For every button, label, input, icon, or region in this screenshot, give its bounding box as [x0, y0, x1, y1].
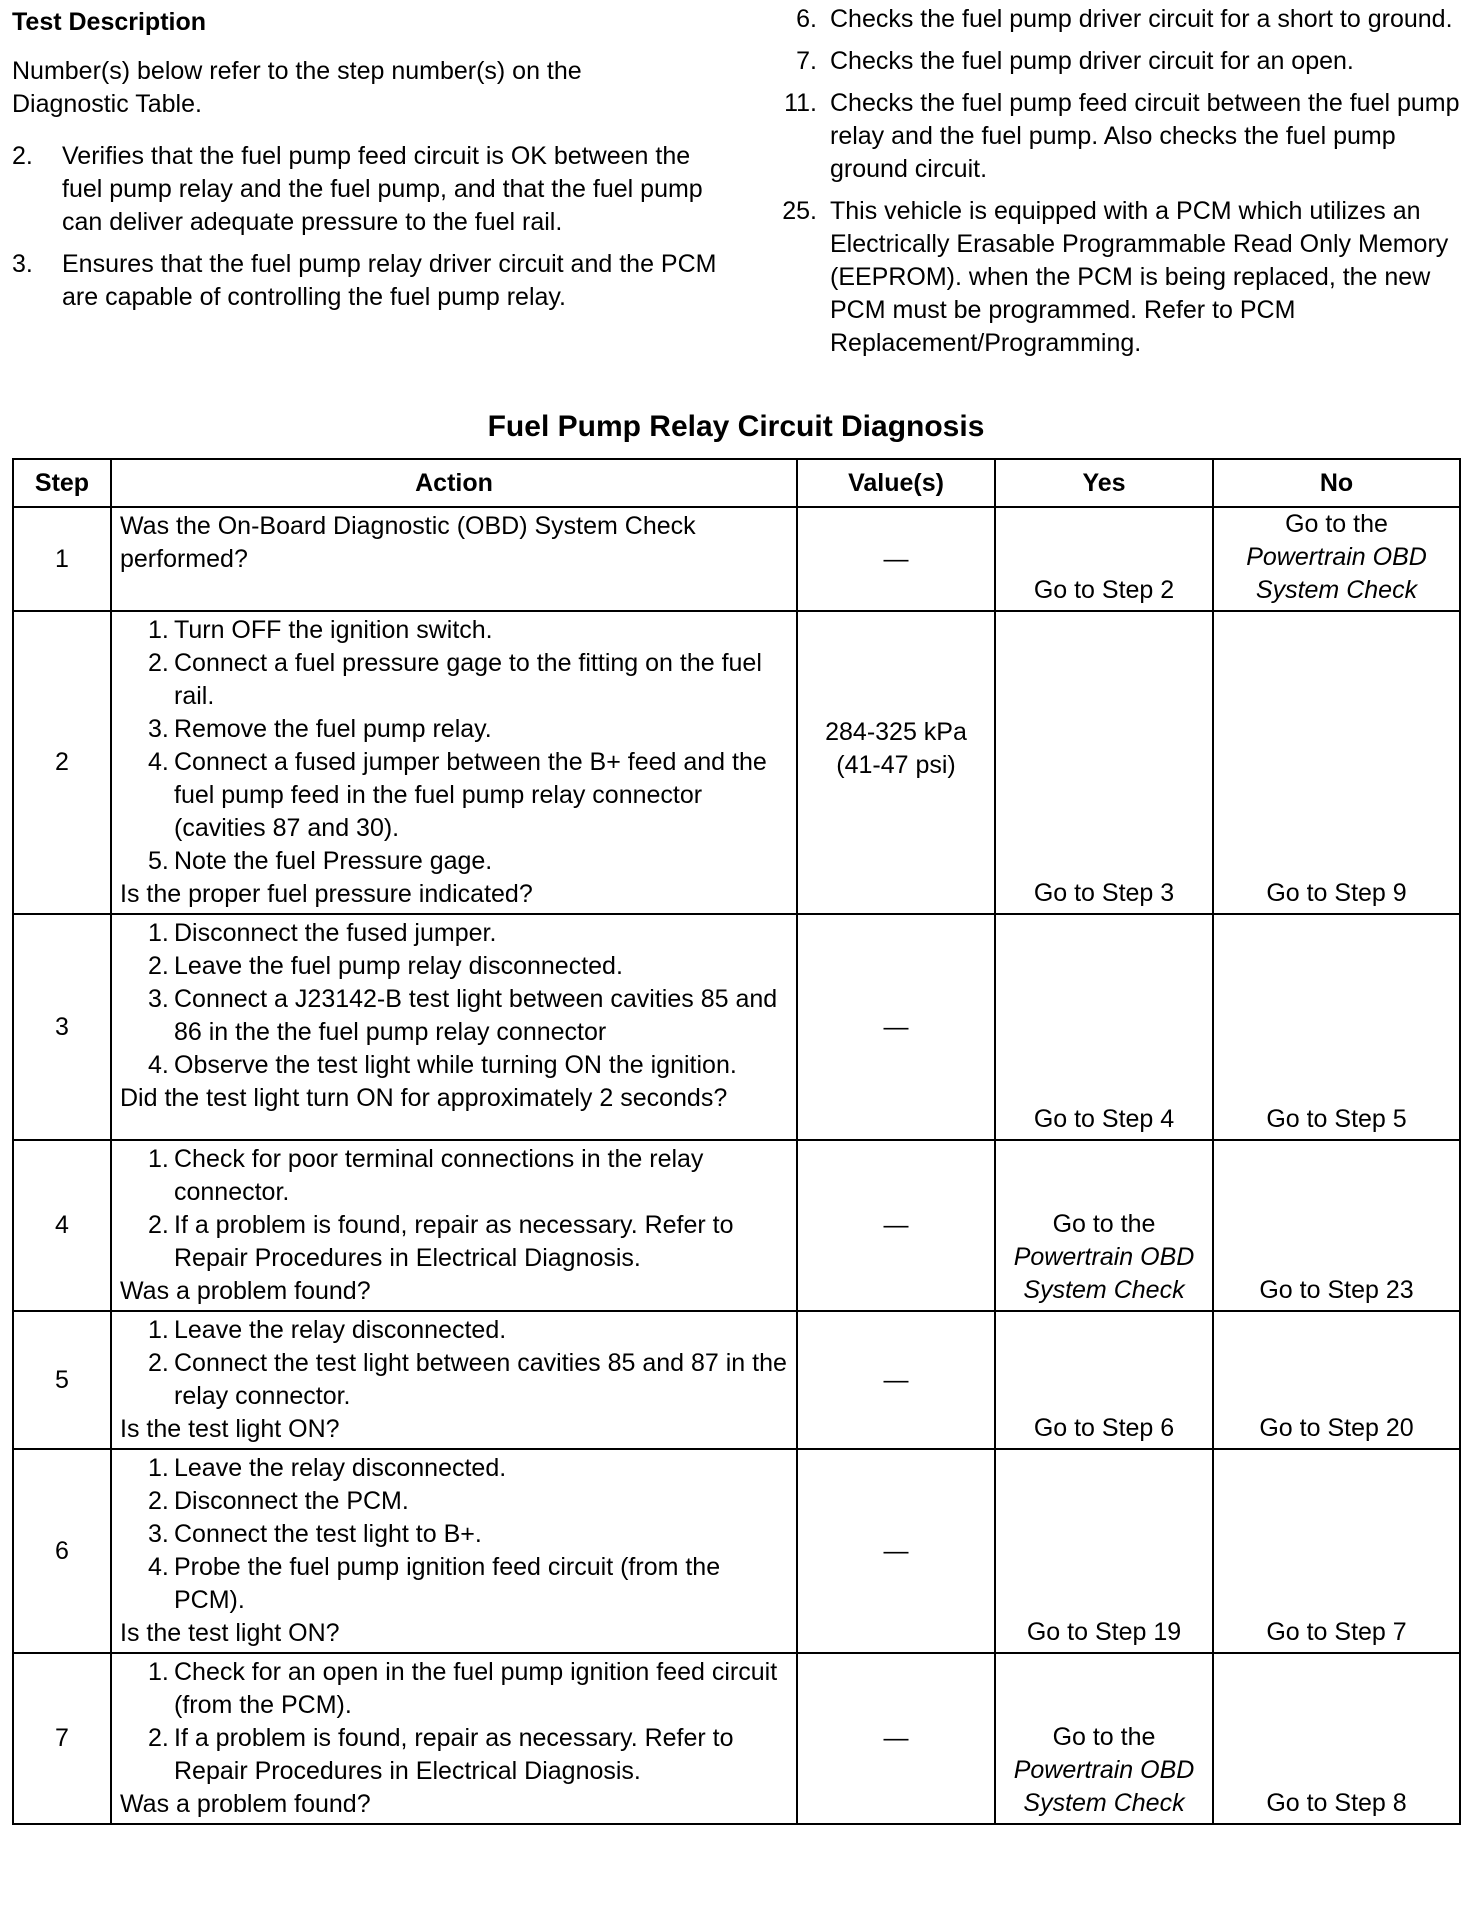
- action-substep: [148, 1551, 788, 1617]
- diagnosis-table: [12, 458, 1461, 1825]
- action-cell: [111, 1140, 797, 1311]
- description-item: [760, 3, 1465, 36]
- value-cell: —: [797, 1653, 995, 1824]
- description-item-number: 25.: [782, 197, 817, 225]
- substep-number: 2.: [148, 1487, 169, 1515]
- value-cell: —: [797, 1140, 995, 1311]
- substep-text: Connect a fuel pressure gage to the fitting on the fuel rail.: [174, 649, 762, 710]
- table-row: [13, 1653, 1460, 1824]
- yes-cell: [995, 1653, 1213, 1824]
- action-substep: [148, 647, 788, 713]
- substep-text: Check for poor terminal connections in the relay connector.: [174, 1145, 704, 1206]
- value-cell: —: [797, 507, 995, 611]
- yes-cell: Go to Step 4: [995, 914, 1213, 1140]
- description-item-text: Checks the fuel pump feed circuit between the fuel pump relay and the fuel pump. Also checks the fuel pump ground circuit.: [830, 89, 1460, 183]
- description-item-text: Ensures that the fuel pump relay driver circuit and the PCM are capable of controlling the fuel pump relay.: [62, 250, 717, 311]
- substep-text: Disconnect the PCM.: [174, 1487, 409, 1515]
- substep-number: 3.: [148, 1520, 169, 1548]
- action-substep: [148, 950, 788, 983]
- action-substep: [148, 845, 788, 878]
- step-number: 2: [13, 611, 111, 914]
- table-body: [13, 507, 1460, 1824]
- header-action: Action: [111, 459, 797, 507]
- outcome-reference: Powertrain OBD System Check: [1013, 1756, 1195, 1817]
- action-substep: [148, 1518, 788, 1551]
- description-item-text: Checks the fuel pump driver circuit for a short to ground.: [830, 5, 1453, 33]
- substep-number: 3.: [148, 985, 169, 1013]
- description-item-number: 3.: [12, 250, 33, 278]
- description-item: [760, 45, 1465, 78]
- description-item: [760, 195, 1465, 360]
- substep-text: Leave the fuel pump relay disconnected.: [174, 952, 623, 980]
- substep-number: 1.: [148, 616, 169, 644]
- action-substep: [148, 1143, 788, 1209]
- value-cell: 284-325 kPa (41-47 psi): [797, 611, 995, 914]
- outcome-text: Go to the: [1285, 510, 1388, 538]
- step-number: 5: [13, 1311, 111, 1449]
- action-substep: [148, 1722, 788, 1788]
- substep-number: 2.: [148, 1211, 169, 1239]
- substep-number: 1.: [148, 1316, 169, 1344]
- no-cell: Go to Step 20: [1213, 1311, 1460, 1449]
- substep-text: Check for an open in the fuel pump ignition feed circuit (from the PCM).: [174, 1658, 778, 1719]
- no-cell: [1213, 507, 1460, 611]
- outcome-text: Go to the: [1052, 1210, 1156, 1238]
- description-item-text: Verifies that the fuel pump feed circuit is OK between the fuel pump relay and the fuel pump, and that the fuel pump can deliver adequate pressure to the fuel rail.: [62, 142, 703, 236]
- substep-text: Connect a fused jumper between the B+ feed and the fuel pump feed in the fuel pump relay connector (cavities 87 and 30).: [174, 748, 767, 842]
- substep-number: 1.: [148, 1454, 169, 1482]
- no-cell: Go to Step 5: [1213, 914, 1460, 1140]
- outcome-text: Go to the: [1052, 1723, 1156, 1751]
- no-cell: Go to Step 7: [1213, 1449, 1460, 1653]
- substep-number: 4.: [148, 1553, 169, 1581]
- outcome-reference: Powertrain OBD System Check: [1246, 543, 1427, 604]
- description-item-text: Checks the fuel pump driver circuit for an open.: [830, 47, 1354, 75]
- step-number: 1: [13, 507, 111, 611]
- step-number: 6: [13, 1449, 111, 1653]
- substep-number: 2.: [148, 1724, 169, 1752]
- substep-number: 1.: [148, 1145, 169, 1173]
- substep-text: If a problem is found, repair as necessary. Refer to Repair Procedures in Electrical Diagnosis.: [174, 1211, 734, 1272]
- action-substep: [148, 1485, 788, 1518]
- action-question: Is the test light ON?: [120, 1415, 340, 1443]
- action-cell: [111, 1449, 797, 1653]
- substep-text: Connect a J23142-B test light between cavities 85 and 86 in the the fuel pump relay connector: [174, 985, 778, 1046]
- yes-cell: Go to Step 3: [995, 611, 1213, 914]
- step-number: 3: [13, 914, 111, 1140]
- outcome-reference: Powertrain OBD System Check: [1013, 1243, 1195, 1304]
- value-cell: —: [797, 1449, 995, 1653]
- action-substep: [148, 713, 788, 746]
- step-number: 4: [13, 1140, 111, 1311]
- description-item: [12, 140, 722, 239]
- action-cell: [111, 914, 797, 1140]
- yes-cell: Go to Step 6: [995, 1311, 1213, 1449]
- table-header-row: [13, 459, 1460, 507]
- header-step: Step: [13, 459, 111, 507]
- substep-text: Observe the test light while turning ON the ignition.: [174, 1051, 737, 1079]
- substep-text: Leave the relay disconnected.: [174, 1316, 507, 1344]
- action-substep: [148, 1347, 788, 1413]
- yes-cell: [995, 1140, 1213, 1311]
- substep-number: 2.: [148, 1349, 169, 1377]
- substep-number: 4.: [148, 748, 169, 776]
- yes-cell: Go to Step 2: [995, 507, 1213, 611]
- no-cell: Go to Step 9: [1213, 611, 1460, 914]
- substep-text: If a problem is found, repair as necessary. Refer to Repair Procedures in Electrical Diagnosis.: [174, 1724, 734, 1785]
- substep-text: Connect the test light to B+.: [174, 1520, 482, 1548]
- substep-number: 1.: [148, 919, 169, 947]
- substep-number: 2.: [148, 952, 169, 980]
- substep-text: Connect the test light between cavities 85 and 87 in the relay connector.: [174, 1349, 787, 1410]
- table-row: [13, 1449, 1460, 1653]
- table-title: Fuel Pump Relay Circuit Diagnosis: [487, 410, 985, 443]
- description-item-number: 7.: [796, 47, 817, 75]
- substep-number: 5.: [148, 847, 169, 875]
- action-question: Is the test light ON?: [120, 1619, 340, 1647]
- substep-text: Turn OFF the ignition switch.: [174, 616, 493, 644]
- yes-cell: Go to Step 19: [995, 1449, 1213, 1653]
- description-list-left: [12, 140, 722, 323]
- value-cell: —: [797, 1311, 995, 1449]
- substep-number: 2.: [148, 649, 169, 677]
- action-substep: [148, 614, 788, 647]
- substep-number: 4.: [148, 1051, 169, 1079]
- substep-text: Probe the fuel pump ignition feed circuit (from the PCM).: [174, 1553, 721, 1614]
- action-cell: [111, 611, 797, 914]
- header-values: Value(s): [797, 459, 995, 507]
- description-item: [760, 87, 1465, 186]
- substep-number: 1.: [148, 1658, 169, 1686]
- action-substep: [148, 1314, 788, 1347]
- description-item-number: 11.: [784, 89, 817, 117]
- substep-text: Leave the relay disconnected.: [174, 1454, 507, 1482]
- action-question: Did the test light turn ON for approximately 2 seconds?: [120, 1084, 728, 1112]
- substep-text: Disconnect the fused jumper.: [174, 919, 497, 947]
- header-yes: Yes: [995, 459, 1213, 507]
- no-cell: Go to Step 8: [1213, 1653, 1460, 1824]
- action-substep: [148, 1209, 788, 1275]
- header-no: No: [1213, 459, 1460, 507]
- value-cell: —: [797, 914, 995, 1140]
- action-question: Is the proper fuel pressure indicated?: [120, 880, 533, 908]
- action-substep: [148, 1656, 788, 1722]
- action-cell: [111, 1311, 797, 1449]
- action-substep: [148, 983, 788, 1049]
- action-substep: [148, 746, 788, 845]
- table-row: [13, 507, 1460, 611]
- test-description-heading: Test Description: [12, 8, 207, 36]
- action-cell: [111, 507, 797, 611]
- substep-text: Note the fuel Pressure gage.: [174, 847, 493, 875]
- description-item-number: 6.: [796, 5, 817, 33]
- action-substep: [148, 1452, 788, 1485]
- substep-text: Remove the fuel pump relay.: [174, 715, 492, 743]
- substep-number: 3.: [148, 715, 169, 743]
- no-cell: Go to Step 23: [1213, 1140, 1460, 1311]
- description-list-right: [760, 3, 1465, 369]
- test-description-intro: Number(s) below refer to the step number(s) on the Diagnostic Table.: [12, 57, 582, 118]
- description-item: [12, 248, 722, 314]
- table-row: [13, 914, 1460, 1140]
- action-question: Was a problem found?: [120, 1277, 371, 1305]
- action-substep: [148, 917, 788, 950]
- action-question: Was a problem found?: [120, 1790, 371, 1818]
- description-item-number: 2.: [12, 142, 33, 170]
- step-number: 7: [13, 1653, 111, 1824]
- description-item-text: This vehicle is equipped with a PCM which utilizes an Electrically Erasable Programmable Read Only Memory (EEPROM). when the PCM is being replaced, the new PCM must be programmed. Refer to PCM Replacement/Programming.: [830, 197, 1449, 357]
- action-intro: Was the On-Board Diagnostic (OBD) System Check performed?: [120, 512, 696, 573]
- table-row: [13, 611, 1460, 914]
- action-cell: [111, 1653, 797, 1824]
- table-row: [13, 1140, 1460, 1311]
- table-row: [13, 1311, 1460, 1449]
- action-substep: [148, 1049, 788, 1082]
